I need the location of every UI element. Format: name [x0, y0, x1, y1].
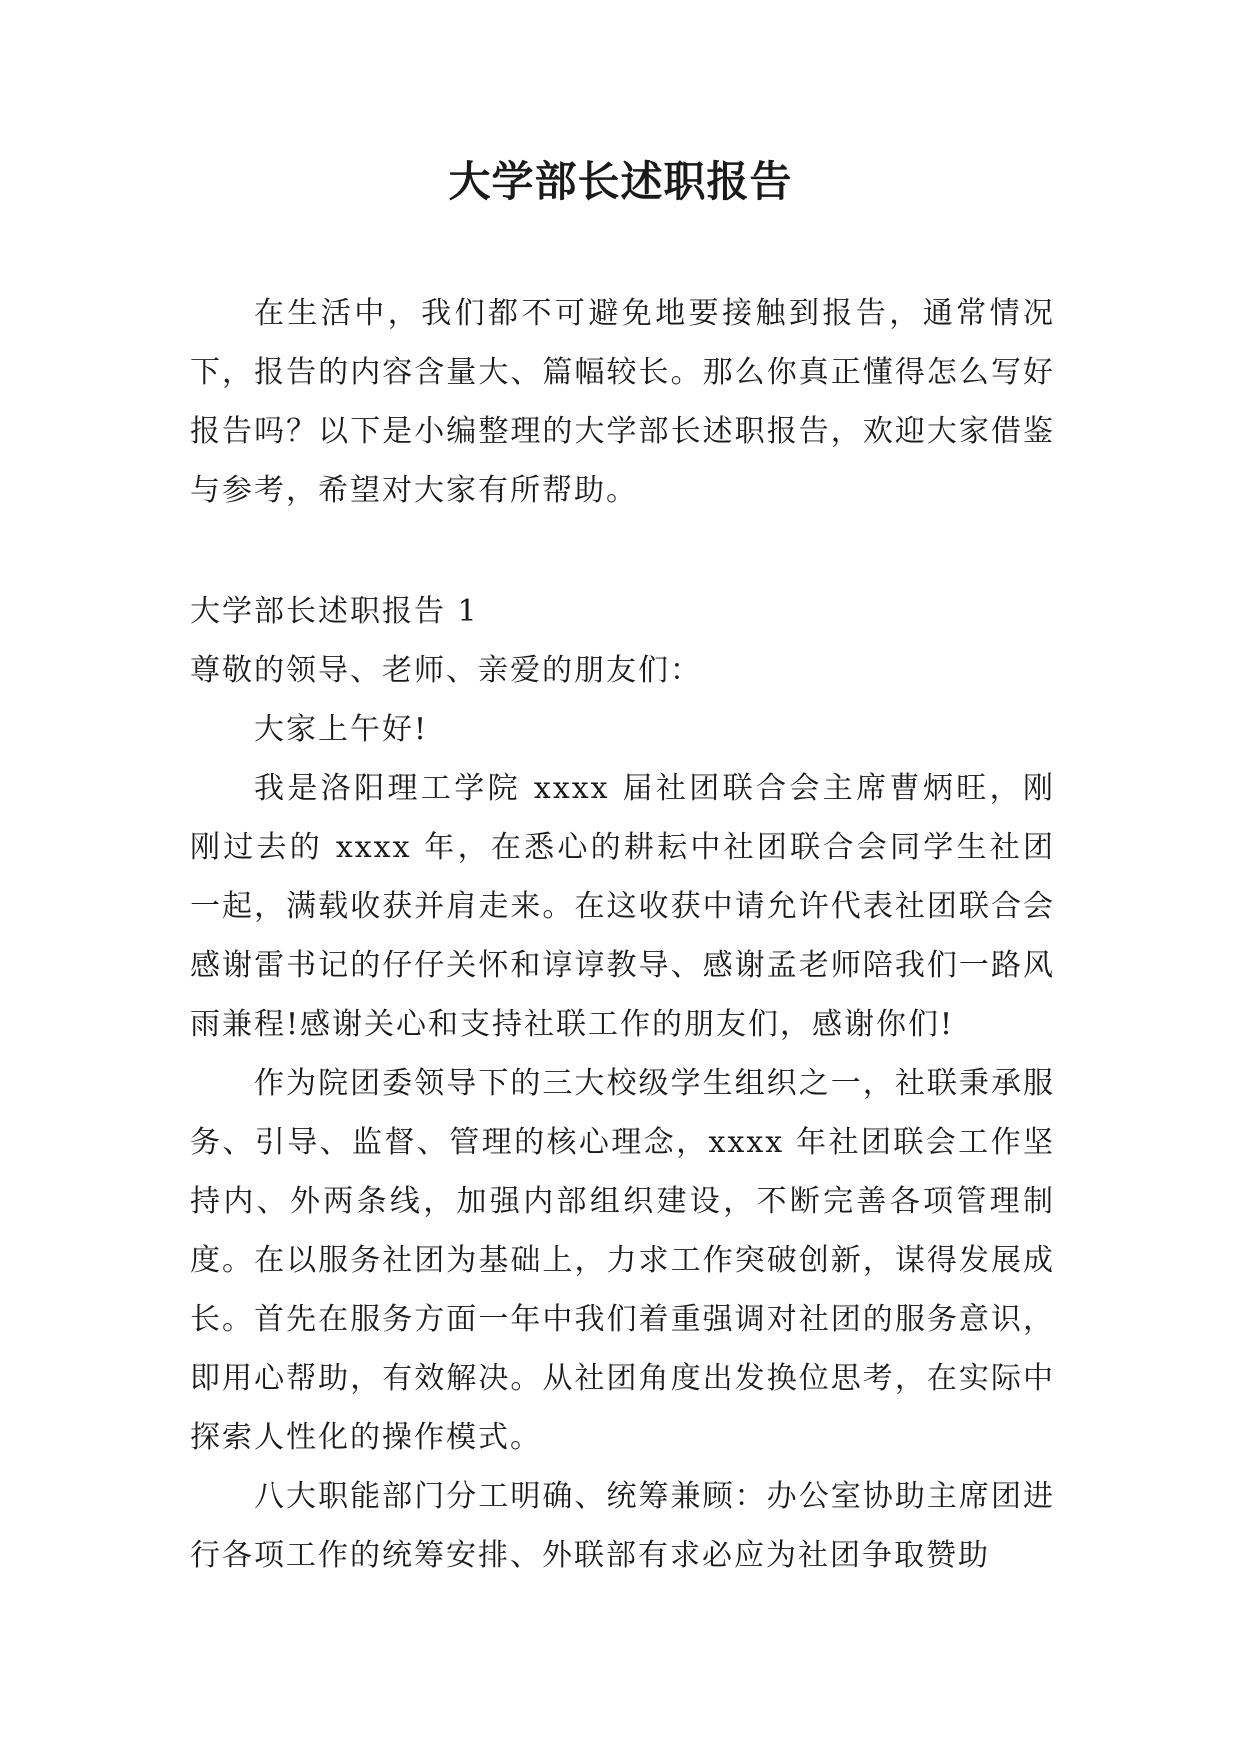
document-body	[190, 284, 1055, 1585]
intro-paragraph: 在生活中，我们都不可避免地要接触到报告，通常情况下，报告的内容含量大、篇幅较长。那么你真正懂得怎么写好报告吗？以下是小编整理的大学部长述职报告，欢迎大家借鉴与参考，希望对大家有所帮助。	[190, 296, 1055, 508]
greeting: 大家上午好!	[254, 712, 429, 747]
body-paragraph-1: 我是洛阳理工学院 xxxx 届社团联合会主席曹炳旺，刚刚过去的 xxxx 年，在悉心的耕耘中社团联合会同学生社团一起，满载收获并肩走来。在这收获中请允许代表社团联合会感谢雷书记的仔仔关怀和谆谆教导、感谢孟老师陪我们一路风雨兼程!感谢关心和支持社联工作的朋友们，感谢你们!	[190, 771, 1055, 1042]
section-heading: 大学部长述职报告 1	[190, 594, 479, 629]
document-title: 大学部长述职报告	[448, 157, 793, 206]
paragraph-spacer	[190, 520, 1055, 582]
body-paragraph-3: 八大职能部门分工明确、统筹兼顾：办公室协助主席团进行各项工作的统筹安排、外联部有求必应为社团争取赞助	[190, 1479, 1055, 1573]
body-paragraph-2: 作为院团委领导下的三大校级学生组织之一，社联秉承服务、引导、监督、管理的核心理念，xxxx 年社团联会工作坚持内、外两条线，加强内部组织建设，不断完善各项管理制度。在以服务社团为基础上，力求工作突破创新，谋得发展成长。首先在服务方面一年中我们着重强调对社团的服务意识，即用心帮助，有效解决。从社团角度出发换位思考，在实际中探索人性化的操作模式。	[190, 1066, 1055, 1455]
salutation: 尊敬的领导、老师、亲爱的朋友们：	[190, 653, 702, 688]
